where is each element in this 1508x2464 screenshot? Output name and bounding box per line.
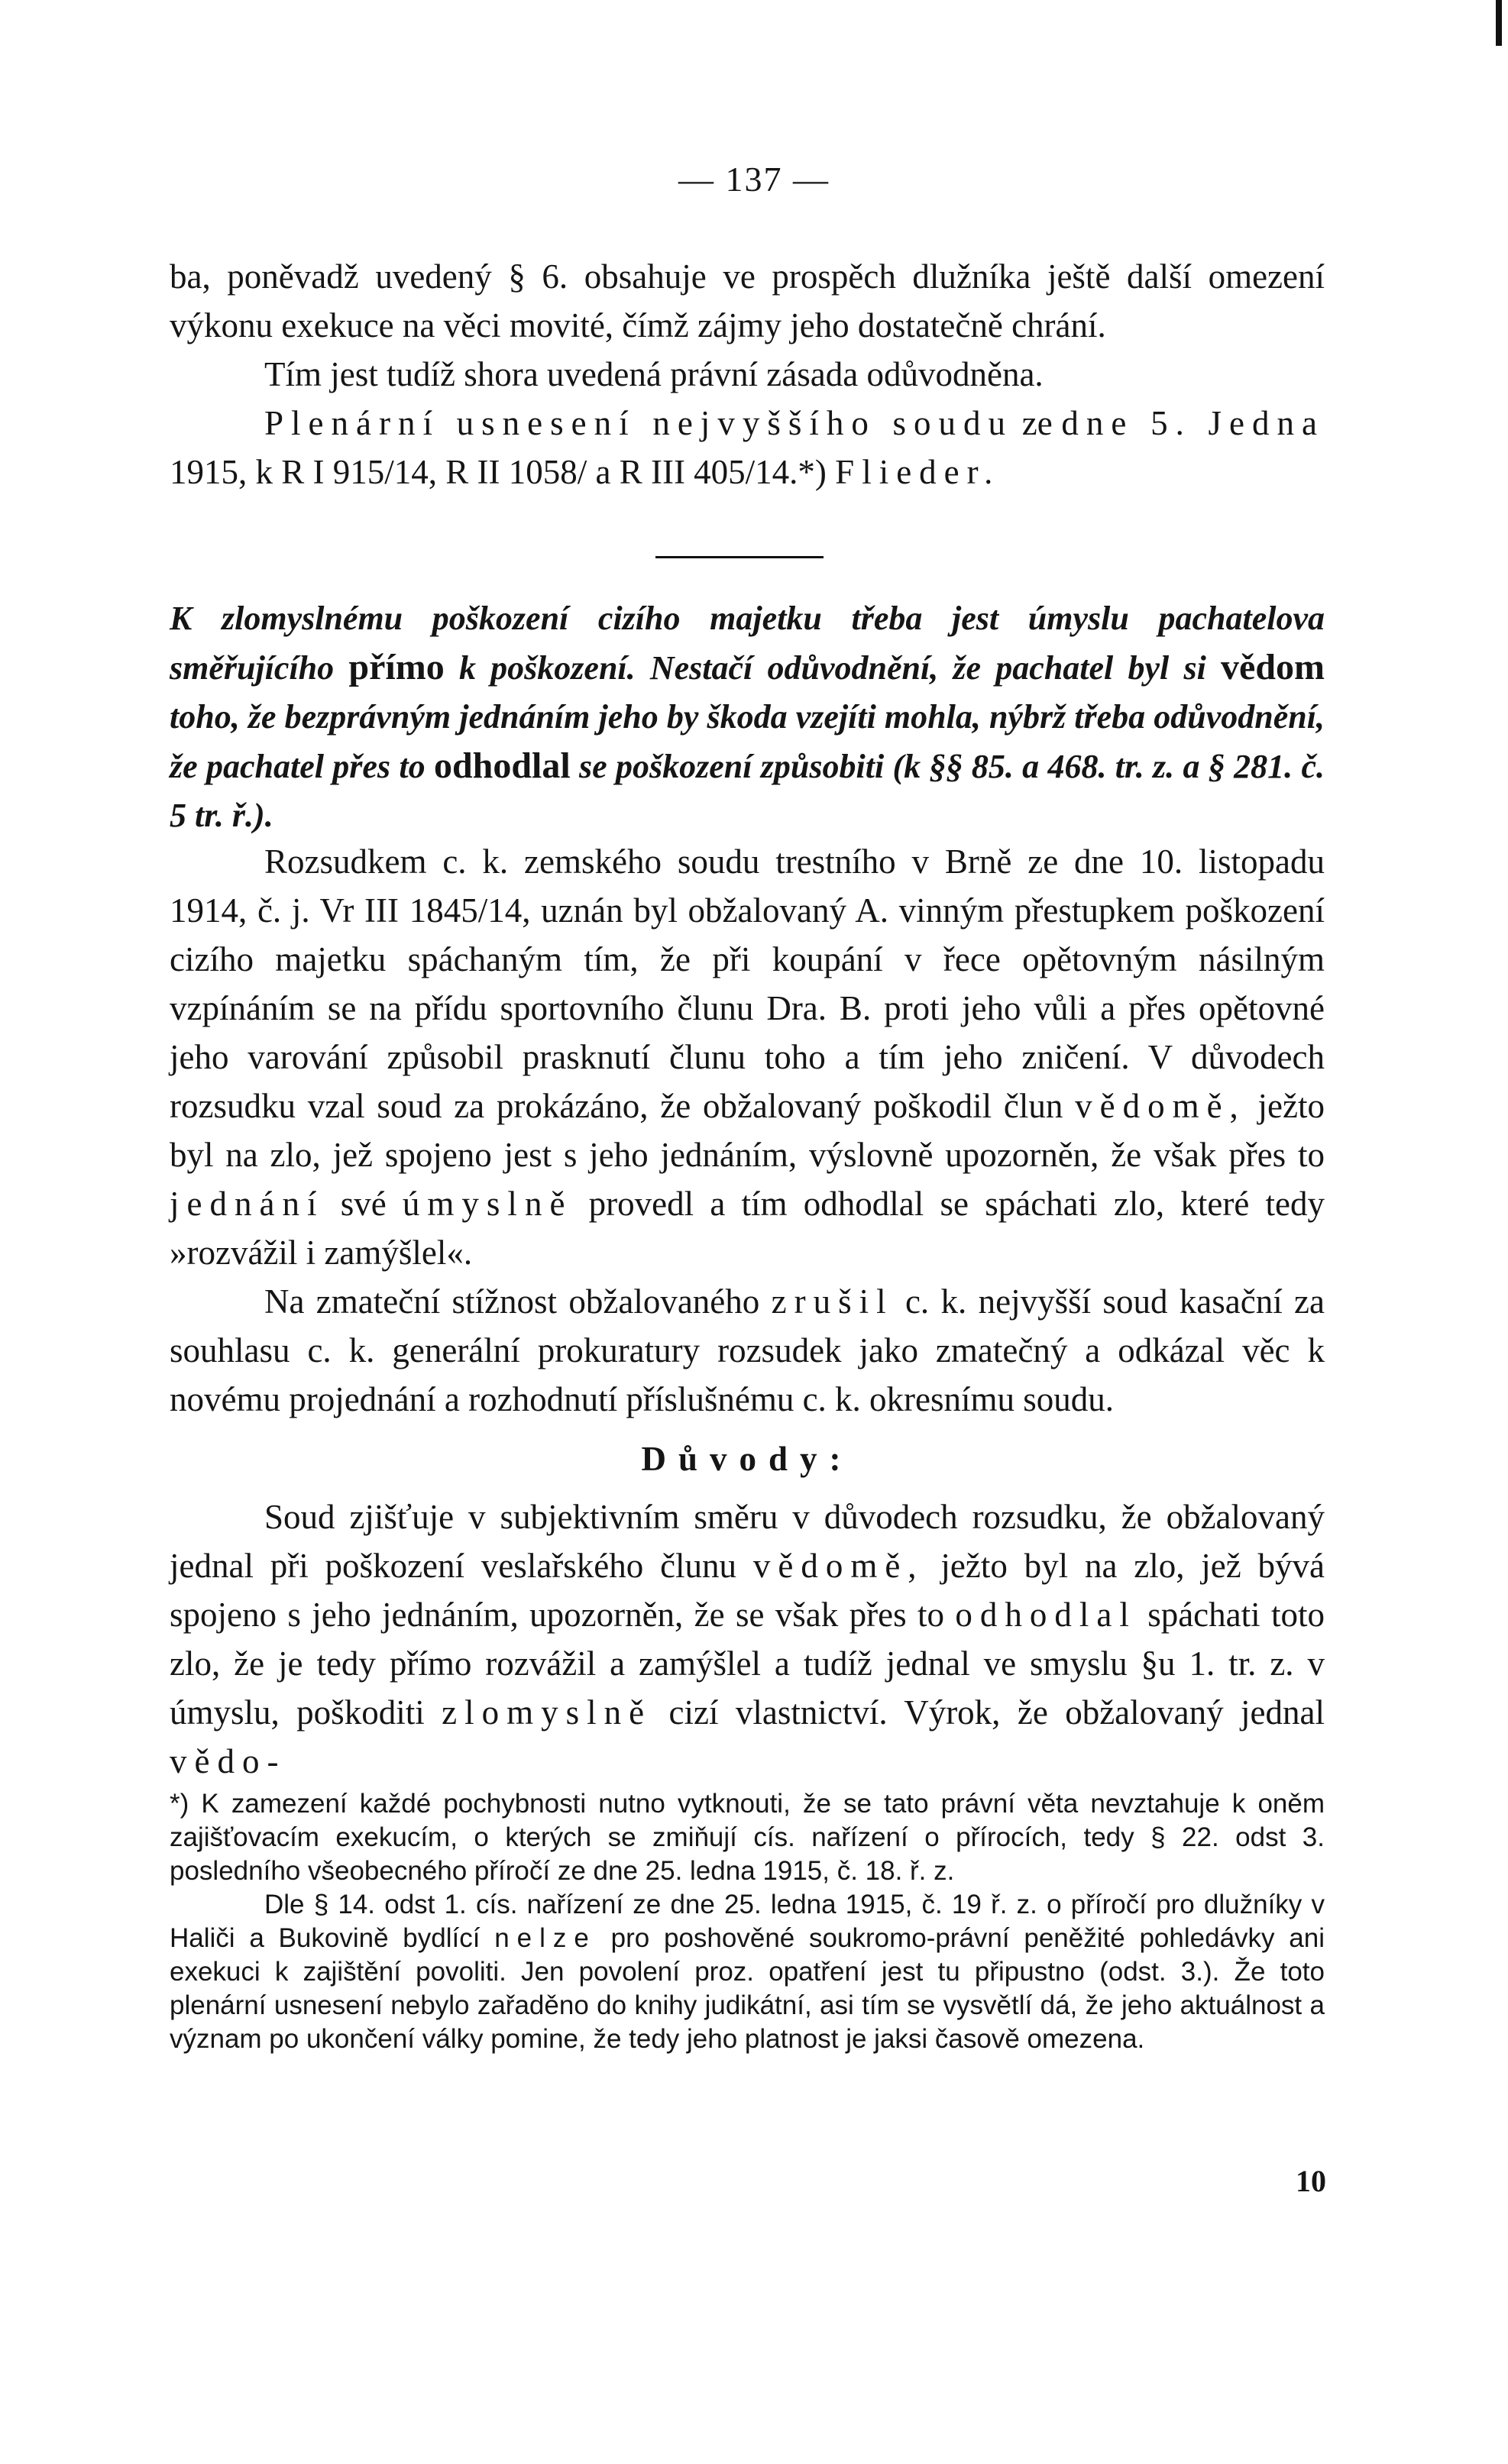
spaced-text: jednání <box>170 1185 325 1223</box>
text-run: Na zmateční stížnost obžalovaného <box>264 1282 760 1321</box>
emphasis: odhodlal <box>433 745 571 786</box>
spaced-text: dne 5. Jedna <box>1061 404 1325 442</box>
text-run: 1915, k R I 915/14, R II 1058/ a R III 405/14.*) <box>170 453 827 491</box>
main-text-block <box>170 837 1325 1786</box>
spaced-text: zrušil <box>771 1282 894 1321</box>
text-run: pro poshověné soukromo-právní peněžité pohledávky ani exekuci k zajištění povoliti. Jen povolení proz. opatření jest tu připustno (odst. 3.). Že toto plenární usnesení nebylo zařaděno do knihy judikátní, asi tím se vysvětlí dá, že jeho aktuálnost a význam po ukončení války pomine, že tedy jeho platnost je jaksi časově omezena. <box>170 1923 1325 2054</box>
spaced-text: nelze <box>494 1923 597 1953</box>
separator-rule <box>655 556 824 558</box>
paragraph <box>170 837 1325 1277</box>
text-run: ježto byl na zlo, jež bývá spojeno s jeho jednáním, upozorněn, že se však přes to <box>170 1547 1325 1634</box>
footnote <box>170 1888 1325 2056</box>
paragraph <box>170 1492 1325 1786</box>
text-run: c. k. nejvyšší soud kasační za souhlasu c. k. generální prokuratury rozsudek jako zmatečný a odkázal věc k novému projednání a rozhodnutí příslušnému c. k. okresnímu soudu. <box>170 1282 1325 1418</box>
spaced-text: úmyslně <box>402 1185 573 1223</box>
text-run: ježto byl na zlo, jež spojeno jest s jeho jednáním, výslovně upozorněn, že však přes to <box>170 1087 1325 1174</box>
text-run: toho, že bezprávným jednáním jeho by škoda vzejíti mohla, nýbrž třeba odůvodnění, že pachatel přes to <box>170 698 1325 785</box>
text-run: Soud zjišťuje v subjektivním směru v důvodech rozsudku, že obžalovaný jednal při poškození veslařského člunu <box>170 1498 1325 1585</box>
text-run: Dle § 14. odst 1. cís. nařízení ze dne 25. ledna 1915, č. 19 ř. z. o příročí pro dlužníky v Haliči a Bukovině bydlící <box>170 1890 1325 1953</box>
section-heading: Důvody: <box>641 1440 853 1478</box>
paragraph: Tím jest tudíž shora uvedená právní zásada odůvodněna. <box>264 355 1044 393</box>
spaced-text: vědo- <box>170 1742 286 1780</box>
text-run: ze <box>1021 404 1053 442</box>
spaced-text: odhodlal <box>955 1596 1137 1634</box>
page-number: — 137 — <box>678 160 830 199</box>
footnote: *) K zamezení každé pochybnosti nutno vytknouti, že se tato právní věta nevztahuje k oněm zajišťovacím exekucím, o kterých se zmiňují cís. nařízení o přírocích, tedy § 22. odst 3. posledního všeobecného příročí ze dne 25. ledna 1915, č. 18. ř. z. <box>170 1789 1325 1886</box>
spaced-text: vědomě, <box>1075 1087 1246 1125</box>
text-run: své <box>340 1185 387 1223</box>
paragraph <box>170 1277 1325 1424</box>
text-run: se poškození způsobiti (k §§ 85. a 468. tr. z. a § 281. č. 5 tr. ř.). <box>170 748 1325 834</box>
legal-headnote <box>170 594 1325 840</box>
emphasis: přímo <box>348 647 445 687</box>
page-edge-mark <box>1496 0 1502 46</box>
author-name: Flieder. <box>835 453 1001 491</box>
paragraph: ba, poněvadž uvedený § 6. obsahuje ve prospěch dlužníka ještě další omezení výkonu exekuce na věci movité, čímž zájmy jeho dostatečně chrání. <box>170 257 1325 344</box>
text-run: k poškození. Nestačí odůvodnění, že pachatel byl si <box>458 649 1206 687</box>
spaced-text: zlomyslně <box>442 1693 652 1732</box>
spaced-text: Plenární usnesení nejvyššího soudu <box>264 404 1014 442</box>
top-text-block <box>170 252 1325 496</box>
text-run: K zlomyslnému poškození cizího majetku třeba jest úmyslu pachatelova směřujícího <box>170 600 1325 687</box>
footnotes <box>170 1787 1325 2056</box>
emphasis: vědom <box>1221 647 1325 687</box>
signature-mark: 10 <box>1296 2164 1326 2198</box>
text-run: spáchati toto zlo, že je tedy přímo rozvážil a zamýšlel a tudíž jednal ve smyslu §u 1. tr. z. v úmyslu, poškoditi <box>170 1596 1325 1732</box>
text-run: Rozsudkem c. k. zemského soudu trestního v Brně ze dne 10. listopadu 1914, č. j. Vr III 1845/14, uznán byl obžalovaný A. vinným přestupkem poškození cizího majetku spáchaným tím, že při koupání v řece opětovným násilným vzpínáním se na přídu sportovního člunu Dra. B. proti jeho vůli a přes opětovné jeho varování způsobil prasknutí člunu toho a tím jeho zničení. V důvodech rozsudku vzal soud za prokázáno, že obžalovaný poškodil člun <box>170 842 1325 1125</box>
spaced-text: vědomě, <box>752 1547 924 1585</box>
text-run: cizí vlastnictví. Výrok, že obžalovaný jednal <box>668 1693 1325 1732</box>
text-run: provedl a tím odhodlal se spáchati zlo, které tedy »rozvážil i zamýšlel«. <box>170 1185 1325 1272</box>
paragraph <box>170 399 1325 496</box>
